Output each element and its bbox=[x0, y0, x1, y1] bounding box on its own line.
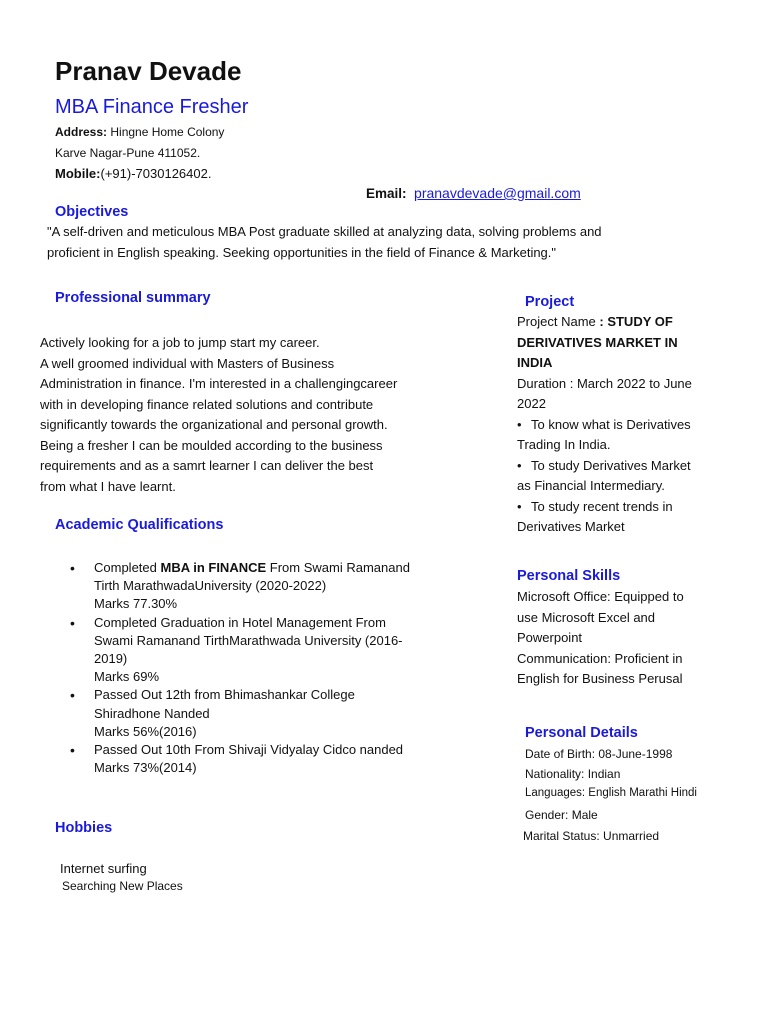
address-value: Hingne Home Colony bbox=[110, 125, 225, 139]
academics-list bbox=[56, 559, 456, 777]
candidate-role: MBA Finance Fresher bbox=[55, 96, 249, 118]
academic-item bbox=[56, 741, 456, 777]
project-point: • To study Derivatives Market bbox=[517, 456, 757, 477]
email-label: Email: bbox=[366, 186, 407, 201]
detail-languages: Languages: English Marathi Hindi bbox=[525, 787, 697, 799]
project-name-label: Project Name bbox=[517, 314, 600, 329]
skill-line: Communication: Proficient in bbox=[517, 650, 683, 666]
academic-item-marks: Marks 73%(2014) bbox=[94, 760, 197, 776]
project-name: DERIVATIVES MARKET IN bbox=[517, 334, 678, 350]
project-point: as Financial Intermediary. bbox=[517, 478, 665, 493]
detail-marital: Marital Status: Unmarried bbox=[523, 829, 660, 843]
candidate-name: Pranav Devade bbox=[55, 56, 242, 86]
academic-item-text: 2019) bbox=[94, 651, 128, 667]
project-name: INDIA bbox=[517, 355, 553, 370]
academic-item-text: Shiradhone Nanded bbox=[94, 705, 210, 721]
hobby-item: Internet surfing bbox=[60, 861, 147, 876]
summary-line: Being a fresher I can be moulded according to the business bbox=[40, 437, 383, 453]
project-point: Trading In India. bbox=[517, 437, 611, 452]
hobbies-heading: Hobbies bbox=[55, 820, 113, 836]
summary-line: from what I have learnt. bbox=[40, 478, 176, 494]
detail-gender: Gender: Male bbox=[525, 808, 598, 822]
summary-line: Administration in finance. I'm interested in a challengingcareer bbox=[40, 376, 398, 391]
detail-nationality: Nationality: Indian bbox=[525, 767, 621, 781]
academic-item-degree: MBA in FINANCE bbox=[160, 560, 267, 575]
academics-heading: Academic Qualifications bbox=[55, 517, 224, 533]
mobile-line bbox=[55, 166, 211, 181]
objectives-line-2: proficient in English speaking. Seeking opportunities in the field of Finance & Marketing." bbox=[47, 244, 557, 260]
project-point: Derivatives Market bbox=[517, 519, 625, 534]
summary-line: with in developing finance related solutions and contribute bbox=[40, 396, 374, 412]
summary-line: Actively looking for a job to jump start my career. bbox=[40, 335, 320, 350]
academic-item-text: • Passed Out 10th From Shivaji Vidyalay Cidco nanded bbox=[94, 742, 404, 758]
hobby-item: Searching New Places bbox=[62, 879, 183, 893]
mobile-value: (+91)-7030126402. bbox=[100, 166, 212, 181]
project-point: • To know what is Derivatives bbox=[517, 415, 757, 436]
summary-line: A well groomed individual with Masters of Business bbox=[40, 355, 335, 371]
objectives-line-1: "A self-driven and meticulous MBA Post graduate skilled at analyzing data, solving problems and bbox=[47, 224, 602, 239]
details-heading: Personal Details bbox=[525, 725, 638, 741]
academic-item-text: Swami Ramanand TirthMarathwada University (2016- bbox=[94, 632, 403, 648]
academic-item-marks: Marks 77.30% bbox=[94, 596, 178, 612]
objectives-text bbox=[47, 222, 602, 263]
academic-item bbox=[56, 686, 456, 741]
academic-item-marks: Marks 56%(2016) bbox=[94, 723, 197, 739]
skill-line: Microsoft Office: Equipped to bbox=[517, 589, 684, 604]
academic-item-text: Completed bbox=[94, 560, 161, 575]
project-duration: 2022 bbox=[517, 396, 546, 411]
skills-heading: Personal Skills bbox=[517, 568, 621, 584]
academic-item-text: From Swami Ramanand bbox=[266, 560, 410, 575]
summary-heading: Professional summary bbox=[55, 290, 211, 306]
project-point: • To study recent trends in bbox=[517, 497, 757, 518]
summary-line: significantly towards the organizational and personal growth. bbox=[40, 417, 388, 432]
mobile-label: Mobile: bbox=[55, 166, 101, 181]
academic-item-marks: Marks 69% bbox=[94, 669, 160, 685]
project-details bbox=[517, 312, 757, 538]
project-heading: Project bbox=[525, 294, 575, 310]
email-line bbox=[366, 185, 581, 201]
academic-item bbox=[56, 614, 456, 687]
objectives-heading: Objectives bbox=[55, 204, 129, 220]
detail-dob: Date of Birth: 08-June-1998 bbox=[525, 747, 673, 761]
address-line-2: Karve Nagar-Pune 411052. bbox=[55, 146, 201, 160]
skill-line: use Microsoft Excel and bbox=[517, 609, 656, 625]
academic-item-text: • Completed Graduation in Hotel Management From bbox=[94, 614, 386, 630]
skills-text bbox=[517, 587, 757, 690]
summary-line: requirements and as a samrt learner I can deliver the best bbox=[40, 458, 374, 473]
skill-line: Powerpoint bbox=[517, 630, 583, 645]
address-line-1 bbox=[55, 122, 224, 143]
academic-item-text: • Passed Out 12th from Bhimashankar College bbox=[94, 687, 355, 703]
summary-text bbox=[40, 333, 397, 497]
academic-item-text: Tirth MarathwadaUniversity (2020-2022) bbox=[94, 578, 327, 594]
email-link[interactable]: pranavdevade@gmail.com bbox=[414, 185, 581, 201]
project-name: : STUDY OF bbox=[599, 314, 673, 329]
address-label: Address: bbox=[55, 125, 108, 139]
skill-line: English for Business Perusal bbox=[517, 671, 683, 686]
academic-item bbox=[56, 559, 456, 614]
project-duration: Duration : March 2022 to June bbox=[517, 375, 692, 391]
